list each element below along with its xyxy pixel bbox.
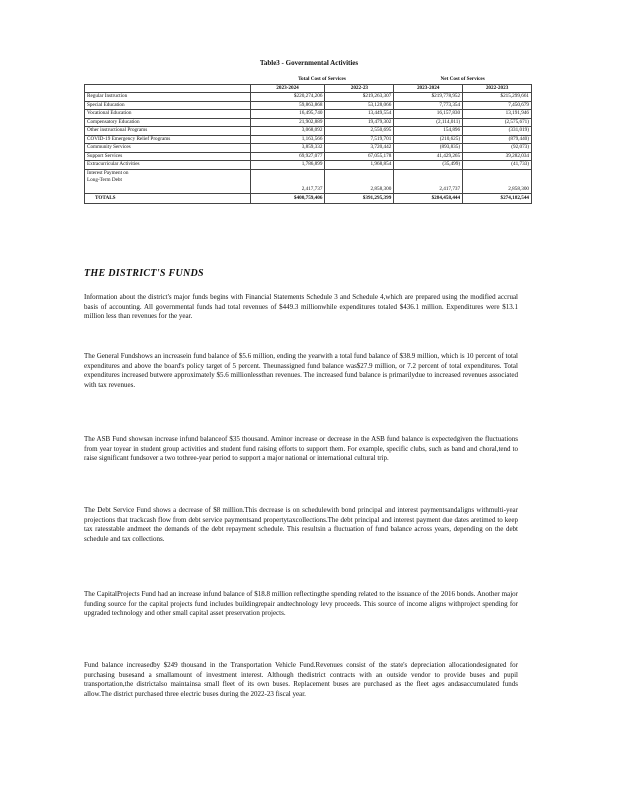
year-header: 2023-2024 xyxy=(250,84,325,93)
table-year-header-row xyxy=(85,84,532,93)
row-value: 1,786,899 xyxy=(250,161,325,170)
net-cost-header: Net Cost of Services xyxy=(440,76,485,83)
row-value: 3,859,332 xyxy=(250,144,325,153)
totals-value: $274,182,544 xyxy=(463,194,532,204)
row-label: Long-Term Debt xyxy=(85,177,251,194)
row-value-spacer xyxy=(463,169,532,177)
year-header: 2022-2023 xyxy=(463,84,532,93)
row-value: 3,720,442 xyxy=(325,144,394,153)
table-row xyxy=(85,118,532,127)
row-value: 7,773,354 xyxy=(394,101,463,110)
table-row xyxy=(85,110,532,119)
table-row xyxy=(85,177,532,194)
table-row xyxy=(85,135,532,144)
row-label: Other instructional Programs xyxy=(85,127,251,136)
row-value: (2,575,671) xyxy=(463,118,532,127)
row-value: (331,019) xyxy=(463,127,532,136)
row-value: 19,479,302 xyxy=(325,118,394,127)
table-label-header xyxy=(85,84,251,93)
table-caption: Table3 - Governmental Activities xyxy=(259,59,359,67)
row-value: 21,902,889 xyxy=(250,118,325,127)
row-label: Compensatory Education xyxy=(85,118,251,127)
row-value: 16,495,740 xyxy=(250,110,325,119)
paragraph-asb-fund: The ASB Fund showsan increase infund balanceof $35 thousand. Aminor increase or decrease in the ASB fund balance is expectedgiven the fluctuations from year toyear in student group activities and student fund raising efforts to support them. For example, specific clubs, such as band and choral,tend to raise significant fundsover a two tothree-year period to support a major national or international cultural trip. xyxy=(84,435,518,463)
row-label: COVID-19 Emergency Relief Programs xyxy=(85,135,251,144)
row-value: $220,274,206 xyxy=(250,93,325,102)
table-group-header-row xyxy=(85,76,532,84)
row-value: 39,282,034 xyxy=(463,152,532,161)
row-value: 7,450,679 xyxy=(463,101,532,110)
row-value-spacer xyxy=(394,169,463,177)
row-label: Community Services xyxy=(85,144,251,153)
row-value: 154,896 xyxy=(394,127,463,136)
row-value: (879,440) xyxy=(463,135,532,144)
table-corner xyxy=(85,76,251,84)
row-value: 7,519,701 xyxy=(325,135,394,144)
row-value: 13,191,946 xyxy=(463,110,532,119)
row-value: 53,128,066 xyxy=(325,101,394,110)
row-value: 2,417,737 xyxy=(250,177,325,194)
row-value: 2,858,300 xyxy=(463,177,532,194)
table-row xyxy=(85,161,532,170)
row-value: $219,263,307 xyxy=(325,93,394,102)
table-row xyxy=(85,101,532,110)
paragraph-debt-service-fund: The Debt Service Fund shows a decrease of $8 million.This decrease is on schedulewith bond principal and interest paymentsandaligns withmulti-year projections that trackcash flow from debt service paymentsand propertytaxcollections.The debt principal and interest payment due dates aretimed to keep tax ratesstable andmeet the demands of the debt repayment schedule. This resultsin a fluctuation of fund balance across years, depending on the debt schedule and tax collections. xyxy=(84,506,518,543)
row-value: (2,114,011) xyxy=(394,118,463,127)
table-row xyxy=(85,169,532,177)
row-label: Interest Payment on xyxy=(85,169,251,177)
row-value: (41,733) xyxy=(463,161,532,170)
row-value-spacer xyxy=(325,169,394,177)
row-value: 41,429,265 xyxy=(394,152,463,161)
table-row xyxy=(85,127,532,136)
row-value: (210,625) xyxy=(394,135,463,144)
paragraph-capital-projects-fund: The CapitalProjects Fund had an increase infund balance of $18.8 million reflectingthe spending related to the issuance of the 2016 bonds. Another major funding source for the capital projects fund includes buildingrepair andtechnology levy proceeds. This source of income aligns withproject spending for upgraded technology and other small capital asset preservation projects. xyxy=(84,590,518,618)
row-value: 2,417,737 xyxy=(394,177,463,194)
row-value: (35,499) xyxy=(394,161,463,170)
table-row xyxy=(85,93,532,102)
row-value: $215,299,661 xyxy=(463,93,532,102)
row-value: $219,778,952 xyxy=(394,93,463,102)
row-value: 3,068,092 xyxy=(250,127,325,136)
totals-label: TOTALS xyxy=(85,194,251,204)
row-label: Special Education xyxy=(85,101,251,110)
row-label: Regular Instruction xyxy=(85,93,251,102)
paragraph-transportation-fund: Fund balance increasedby $249 thousand in the Transportation Vehicle Fund.Revenues consist of the state's depreciation allocationdesignated for purchasing busesand a smallamount of investment interest. Although thedistrict contracts with an outside vendor to provide buses and pupil transportation,the districtalso maintainsa small fleet of its own buses. Replacement buses are purchased as the fleet ages andasaccumulated funds allow.The district purchased three electric buses during the 2022-23 fiscal year. xyxy=(84,661,518,698)
row-value: 1,163,566 xyxy=(250,135,325,144)
year-header: 2022-23 xyxy=(325,84,394,93)
row-label: Extracurricular Activities xyxy=(85,161,251,170)
section-heading: THE DISTRICT'S FUNDS xyxy=(84,268,204,279)
row-label: Support Services xyxy=(85,152,251,161)
paragraph-general-fund: The General Fundshows an increasein fund balance of $5.6 million, ending the yearwith a total fund balance of $38.9 million, which is 10 percent of total expenditures and above the board's policy target of 5 percent. Theunassigned fund balance was$27.9 million, or 7.2 percent of total expenditures. Total expenditures increased butwere approximately $5.6 millionlessthan revenues. The increased fund balance is primarilydue to increased revenues associated with tax revenues. xyxy=(84,352,518,389)
total-cost-header: Total Cost of Services xyxy=(298,76,346,83)
year-header: 2023-2024 xyxy=(394,84,463,93)
row-value: 13,449,554 xyxy=(325,110,394,119)
totals-row xyxy=(85,194,532,204)
row-value: 67,055,178 xyxy=(325,152,394,161)
paragraph-major-funds: Information about the district's major funds begins with Financial Statements Schedule 3 and Schedule 4,which are prepared using the modified accrual basis of accounting. All governmental funds had total revenues of $449.3 millionwhile expenditures totaled $436.1 million. Expenditures were $13.1 million less than revenues for the year. xyxy=(84,293,518,321)
totals-value: $284,458,444 xyxy=(394,194,463,204)
totals-value: $391,295,399 xyxy=(325,194,394,204)
table-row xyxy=(85,144,532,153)
row-value: 1,968,854 xyxy=(325,161,394,170)
row-value: (893,835) xyxy=(394,144,463,153)
row-value: 2,550,695 xyxy=(325,127,394,136)
table-row xyxy=(85,152,532,161)
row-label: Vocational Education xyxy=(85,110,251,119)
row-value: 2,858,300 xyxy=(325,177,394,194)
governmental-activities-table xyxy=(84,76,532,204)
row-value-spacer xyxy=(250,169,325,177)
row-value: 69,927,077 xyxy=(250,152,325,161)
row-value: 16,157,830 xyxy=(394,110,463,119)
row-value: 59,863,868 xyxy=(250,101,325,110)
totals-value: $400,759,406 xyxy=(250,194,325,204)
row-value: (92,073) xyxy=(463,144,532,153)
